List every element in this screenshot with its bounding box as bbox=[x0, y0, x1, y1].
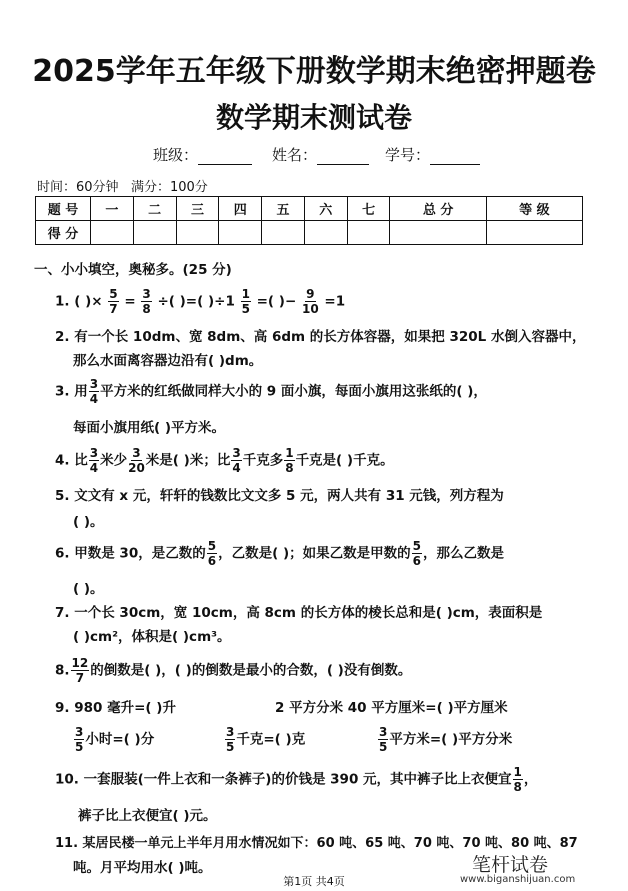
page-footer: 第1页 共4页 bbox=[283, 875, 345, 888]
question-10-line-1: 10. 一套服装(一件上衣和一条裤子)的价钱是 390 元，其中裤子比上衣便宜 $\frac{1}{8}$ ， bbox=[55, 765, 538, 794]
question-7-line-2: ( )cm²，体积是( )cm³。 bbox=[73, 629, 231, 645]
name-label: 姓名： bbox=[272, 146, 318, 164]
q1-text: =( )− bbox=[256, 293, 297, 310]
score-table bbox=[35, 196, 583, 245]
fraction: $\frac{3}{5}$ bbox=[379, 725, 388, 754]
col-grade: 等 级 bbox=[486, 197, 582, 221]
fraction: $\frac{3}{5}$ bbox=[75, 725, 84, 754]
class-label: 班级： bbox=[153, 146, 199, 164]
score-label: 得 分 bbox=[36, 221, 91, 245]
col-7: 七 bbox=[347, 197, 390, 221]
score-table-header-row bbox=[36, 197, 583, 221]
question-3-line-2: 每面小旗用纸( )平方米。 bbox=[73, 420, 226, 436]
fraction: $\frac{3}{8}$ bbox=[142, 287, 151, 316]
class-blank[interactable] bbox=[198, 150, 252, 165]
q1-num: 1. bbox=[55, 293, 70, 310]
q1-text: ( )× bbox=[74, 293, 103, 310]
fraction: $\frac{5}{6}$ bbox=[412, 539, 421, 568]
id-blank[interactable] bbox=[430, 150, 480, 165]
fraction: $\frac{3}{4}$ bbox=[89, 446, 99, 475]
score-cell[interactable] bbox=[486, 221, 582, 245]
col-3: 三 bbox=[176, 197, 219, 221]
question-6-line-2: ( )。 bbox=[73, 581, 104, 597]
header-label: 题 号 bbox=[36, 197, 91, 221]
question-1 bbox=[55, 288, 345, 315]
question-2-line-2: 那么水面离容器边沿有( )dm。 bbox=[73, 353, 263, 369]
question-9-line-2b: $\frac{3}{5}$ 千克=( )克 bbox=[226, 725, 306, 754]
fraction: $\frac{12}{7}$ bbox=[71, 656, 89, 685]
class-field bbox=[153, 144, 252, 165]
score-cell[interactable] bbox=[91, 221, 134, 245]
fraction: $\frac{9}{10}$ bbox=[302, 287, 319, 316]
id-label: 学号： bbox=[385, 146, 431, 164]
page-title: 2025学年五年级下册数学期末绝密押题卷 bbox=[32, 54, 596, 89]
score-cell[interactable] bbox=[347, 221, 390, 245]
score-table-score-row bbox=[36, 221, 583, 245]
brand-url: www.biganshijuan.com bbox=[460, 874, 576, 885]
fraction: $\frac{1}{5}$ bbox=[241, 287, 250, 316]
section-1-title: 一、小小填空，奥秘多。(25 分) bbox=[34, 262, 232, 278]
q1-text: = bbox=[124, 293, 136, 310]
fraction: $\frac{3}{5}$ bbox=[226, 725, 235, 754]
fraction: $\frac{3}{20}$ bbox=[128, 446, 145, 475]
score-cell[interactable] bbox=[262, 221, 305, 245]
question-11-line-1: 11. 某居民楼一单元上半年月用水情况如下：60 吨、65 吨、70 吨、70 吨、80 吨、87 bbox=[55, 836, 578, 851]
question-10-line-2: 裤子比上衣便宜( )元。 bbox=[78, 808, 217, 824]
question-4: 4. 比 $\frac{3}{4}$ 米少 $\frac{3}{20}$ 米是( )米；比 $\frac{3}{4}$ 千克多 $\frac{1}{8}$ 千克是( )千克。 bbox=[55, 446, 394, 475]
question-9-line-2a: $\frac{3}{5}$ 小时=( )分 bbox=[75, 725, 155, 754]
question-5-line-2: ( )。 bbox=[73, 514, 104, 530]
col-6: 六 bbox=[304, 197, 347, 221]
id-field bbox=[385, 144, 480, 165]
score-cell[interactable] bbox=[176, 221, 219, 245]
question-11-line-2: 吨。月平均用水( )吨。 bbox=[73, 860, 212, 876]
question-5-line-1: 5. 文文有 x 元，轩轩的钱数比文文多 5 元，两人共有 31 元钱，列方程为 bbox=[55, 488, 504, 504]
fraction: $\frac{5}{7}$ bbox=[109, 287, 118, 316]
question-3-line-1: 3. 用 $\frac{3}{4}$ 平方米的红纸做同样大小的 9 面小旗，每面小旗用这张纸的( )， bbox=[55, 377, 487, 406]
col-1: 一 bbox=[91, 197, 134, 221]
score-cell[interactable] bbox=[304, 221, 347, 245]
fraction: $\frac{3}{4}$ bbox=[232, 446, 241, 475]
col-4: 四 bbox=[219, 197, 262, 221]
score-cell[interactable] bbox=[219, 221, 262, 245]
q1-text: ÷( )=( )÷1 bbox=[157, 293, 235, 310]
question-9-line-1b: 2 平方分米 40 平方厘米=( )平方厘米 bbox=[275, 700, 508, 716]
fraction: $\frac{5}{6}$ bbox=[207, 539, 217, 568]
question-9-line-2c: $\frac{3}{5}$ 平方米=( )平方分米 bbox=[379, 725, 513, 754]
score-cell[interactable] bbox=[133, 221, 176, 245]
col-total: 总 分 bbox=[390, 197, 486, 221]
question-9-line-1: 9. 980 毫升=( )升 bbox=[55, 700, 176, 716]
exam-info bbox=[37, 176, 208, 195]
question-8: 8. $\frac{12}{7}$ 的倒数是( )，( )的倒数是最小的合数，( )没有倒数。 bbox=[55, 656, 412, 685]
q1-text: =1 bbox=[324, 293, 346, 310]
time-limit: 时间：60分钟 bbox=[37, 180, 119, 195]
fraction: $\frac{1}{8}$ bbox=[285, 446, 294, 475]
question-6-line-1: 6. 甲数是 30，是乙数的 $\frac{5}{6}$ ，乙数是( )；如果乙数是甲数的 $\frac{5}{6}$ ，那么乙数是 bbox=[55, 539, 504, 568]
question-2-line-1: 2. 有一个长 10dm、宽 8dm、高 6dm 的长方体容器，如果把 320L 水倒入容器中， bbox=[55, 329, 586, 345]
question-7-line-1: 7. 一个长 30cm，宽 10cm，高 8cm 的长方体的棱长总和是( )cm，表面积是 bbox=[55, 605, 543, 621]
fraction: $\frac{3}{4}$ bbox=[89, 377, 99, 406]
name-field bbox=[272, 144, 369, 165]
col-2: 二 bbox=[133, 197, 176, 221]
page-subtitle: 数学期末测试卷 bbox=[215, 101, 412, 134]
col-5: 五 bbox=[262, 197, 305, 221]
fraction: $\frac{1}{8}$ bbox=[513, 765, 522, 794]
full-score: 满分：100分 bbox=[130, 180, 208, 195]
score-cell[interactable] bbox=[390, 221, 486, 245]
brand-logo-text: 笔杆试卷 bbox=[472, 854, 549, 876]
name-blank[interactable] bbox=[317, 150, 369, 165]
